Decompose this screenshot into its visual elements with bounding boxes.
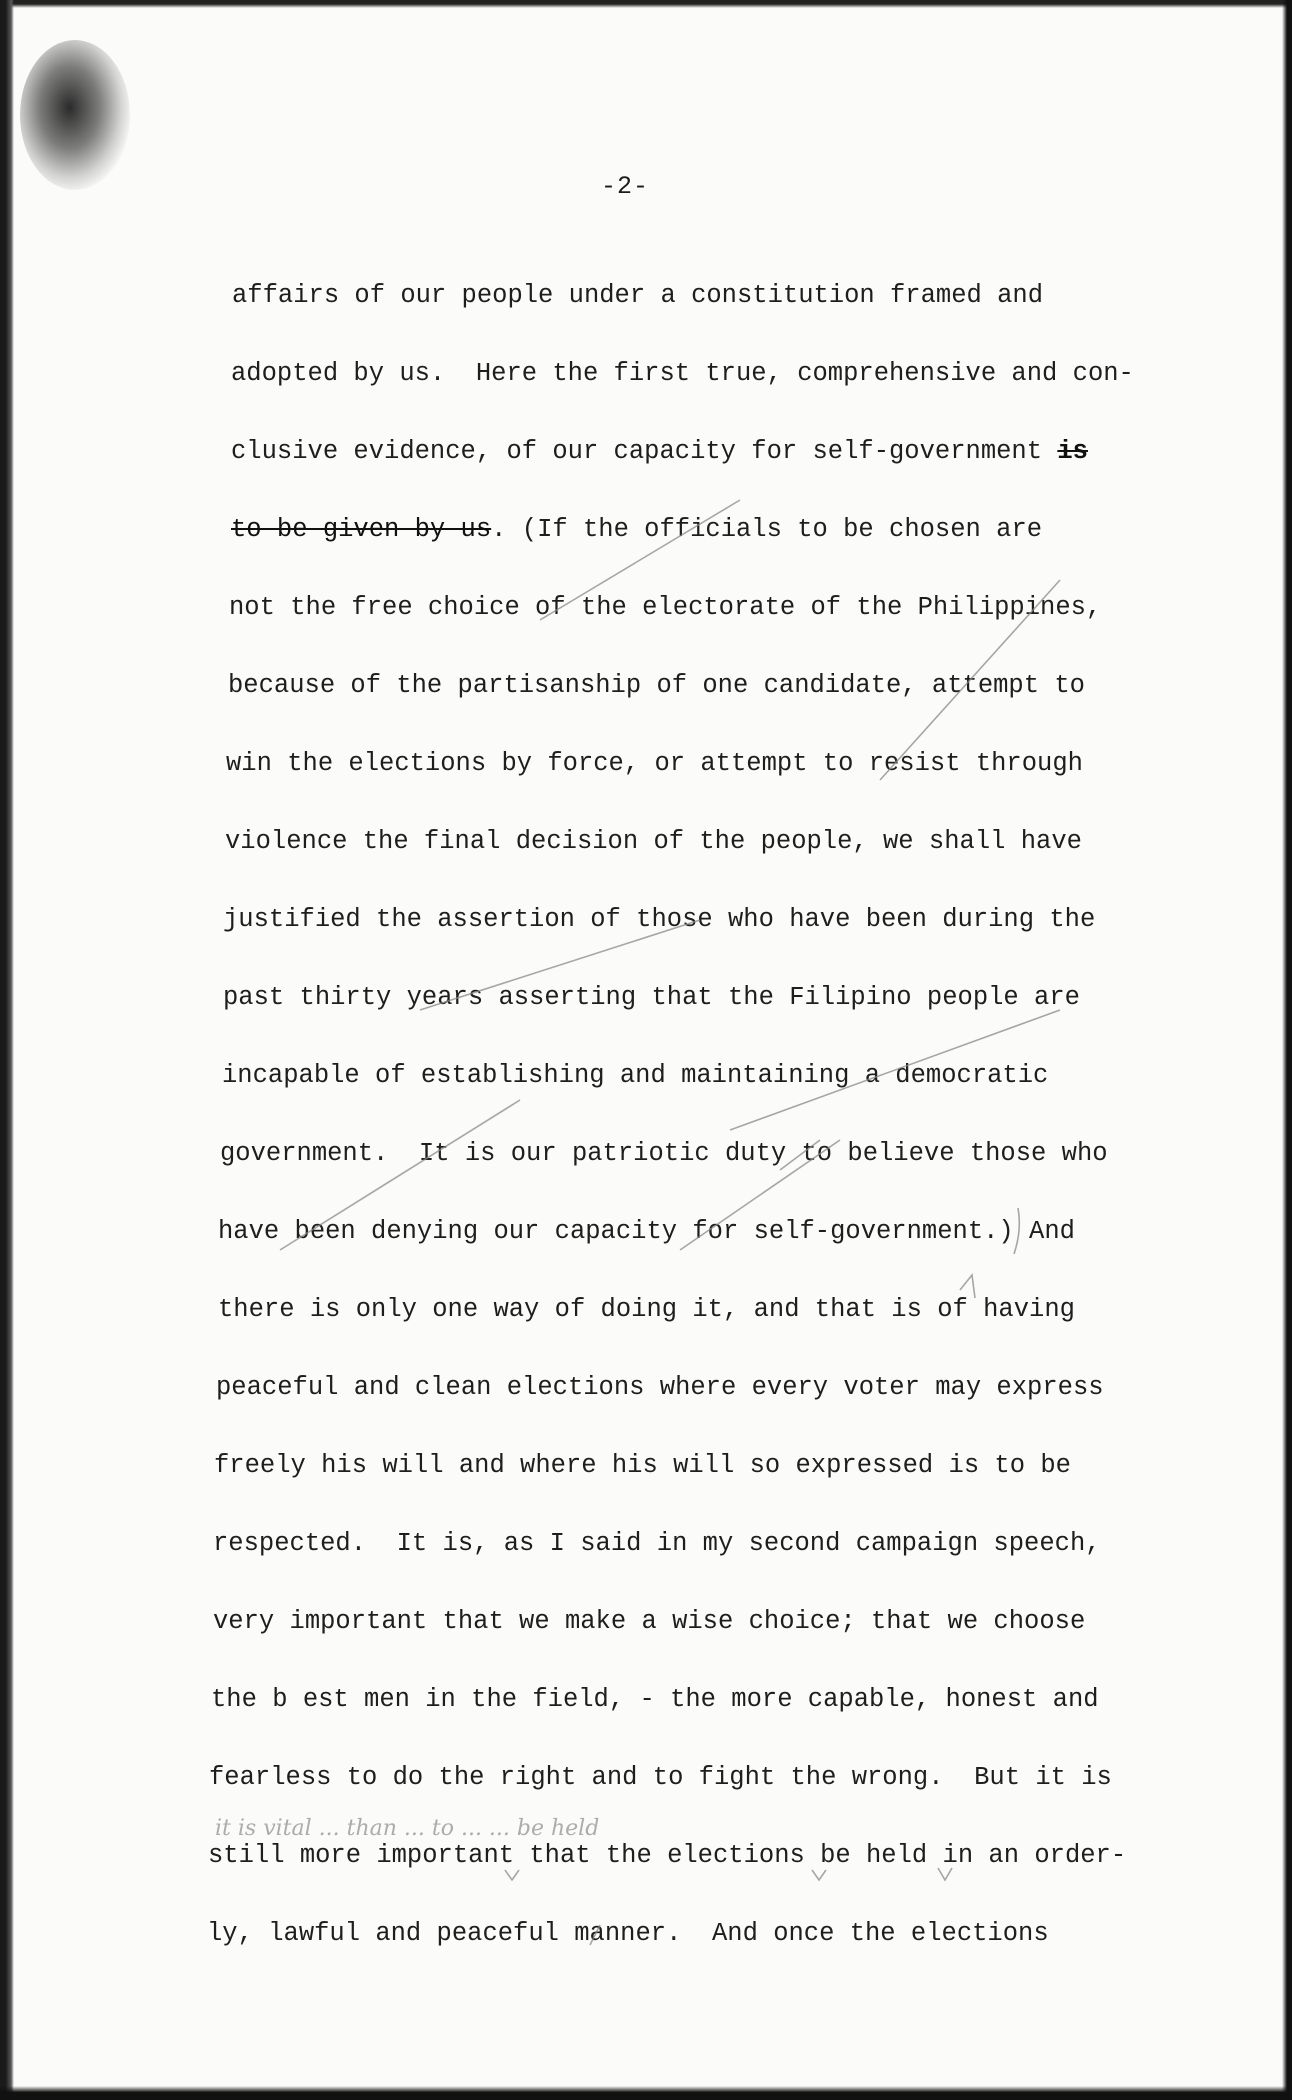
text-line-8: violence the final decision of the people, we shall have: [225, 827, 1082, 856]
text-line-16: freely his will and where his will so expressed is to be: [214, 1451, 1071, 1480]
text-line-4-body: . (If the officials to be chosen are: [491, 515, 1043, 544]
text-line-19: the b est men in the field, - the more capable, honest and: [211, 1685, 1099, 1714]
page-number: -2-: [600, 172, 649, 201]
text-line-20: fearless to do the right and to fight the wrong. But it is: [209, 1763, 1112, 1792]
text-line-13: have been denying our capacity for self-government.) And: [218, 1217, 1075, 1246]
text-line-3: [231, 439, 1088, 465]
text-line-9: justified the assertion of those who have been during the: [223, 905, 1096, 934]
text-line-12: government. It is our patriotic duty to believe those who: [220, 1139, 1108, 1168]
struck-word: is: [1057, 437, 1088, 466]
text-line-14: there is only one way of doing it, and that is of having: [218, 1295, 1075, 1324]
text-line-22: ly, lawful and peaceful manner. And once the elections: [207, 1919, 1049, 1948]
text-line-18: very important that we make a wise choice; that we choose: [213, 1607, 1086, 1636]
text-line-10: past thirty years asserting that the Filipino people are: [223, 983, 1080, 1012]
text-line-17: respected. It is, as I said in my second campaign speech,: [213, 1529, 1101, 1558]
text-line-7: win the elections by force, or attempt to resist through: [226, 749, 1083, 778]
text-line-21: still more important that the elections be held in an order-: [208, 1841, 1127, 1870]
text-line-5: not the free choice of the electorate of the Philippines,: [229, 593, 1102, 622]
struck-phrase: to be given by us: [231, 515, 492, 544]
text-line-11: incapable of establishing and maintaining a democratic: [222, 1061, 1049, 1090]
text-line-15: peaceful and clean elections where every voter may express: [216, 1373, 1104, 1402]
handwritten-insert: it is vital ... than ... to ... ... be held: [215, 1816, 600, 1841]
text-line-1: affairs of our people under a constitution framed and: [232, 281, 1044, 310]
text-line-3-body: clusive evidence, of our capacity for self-government: [231, 437, 1058, 466]
text-line-6: because of the partisanship of one candidate, attempt to: [228, 671, 1085, 700]
text-line-4: [231, 517, 1042, 543]
text-line-2: adopted by us. Here the first true, comprehensive and con-: [231, 359, 1134, 388]
